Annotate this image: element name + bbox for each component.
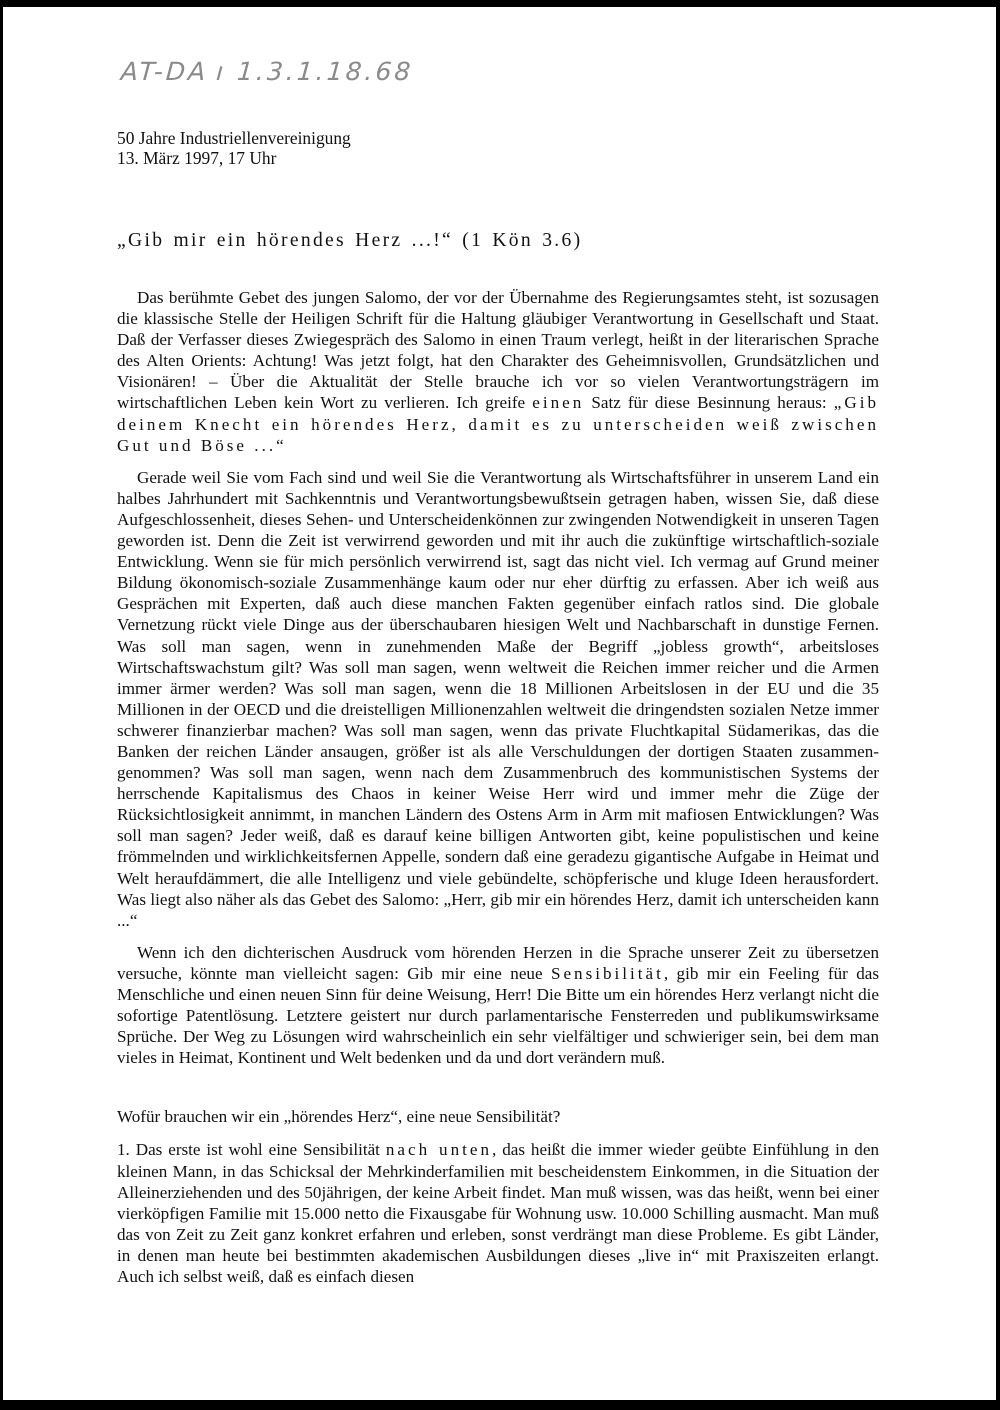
document-header [117, 128, 351, 168]
paragraph-1 [117, 287, 879, 456]
quoted-scripture: „Gib deinem Knecht ein hörendes Herz, damit es zu unterscheiden weiß zwischen Gut und Böse ...“ [117, 393, 879, 455]
paragraph-2: Gerade weil Sie vom Fach sind und weil Sie die Verantwortung als Wirtschaftsführer in unserem Land ein halbes Jahrhundert mit Sachkenntnis und Verantwortungsbewußtsein getragen haben, wissen Sie, daß diese Aufgeschlossenheit, dieses Sehen- und Unterscheidenkönnen zur zwingenden Notwendigkeit in unseren Tagen geworden ist. Denn die Zeit ist verwirrend geworden und mit ihr auch die zukünftige wirtschaftlich-soziale Entwicklung. Wenn sie für mich persönlich verwirrend ist, sagt das nicht viel. Ich vermag auf Grund meiner Bildung ökonomisch-soziale Zusammenhänge kaum oder nur eher dürftig zu erfassen. Aber ich weiß aus Gesprächen mit Experten, daß auch diese manchen Fakten gegenüber einfach ratlos sind. Die globale Vernetzung rückt viele Dinge aus der überschaubaren hiesigen Welt und Nachbarschaft in dunstige Fernen. Was soll man sagen, wenn in zunehmenden Maße der Begriff „jobless growth“, arbeitsloses Wirtschaftswachstum gilt? Was soll man sagen, wenn weltweit die Reichen immer reicher und die Armen immer ärmer werden? Was soll man sagen, wenn die 18 Millionen Arbeitslosen in der EU und die 35 Millionen in der OECD und die dreistelligen Millionenzahlen weltweit die dringendsten sozialen Netze immer schwerer finanzierbar machen? Was soll man sagen, wenn das private Fluchtkapital Südamerikas, das die Banken der reichen Länder ansaugen, größer ist als alle Verschuldungen der dortigen Staaten zusammen-genommen? Was soll man sagen, wenn nach dem Zusammenbruch des kommunistischen Systems der herrschende Kapitalismus des Chaos in keiner Weise Herr wird und immer mehr die Züge der Rücksichtlosigkeit annimmt, in manchen Ländern des Ostens Arm in Arm mit mafiosen Entwicklungen? Was soll man sagen? Jeder weiß, daß es darauf keine billigen Antworten gibt, keine populistischen und keine frömmelnden und wirklichkeitsfernen Appelle, sondern daß eine geradezu gigantische Aufgabe in Heimat und Welt heraufdämmert, die alle Intelligenz und viele gebündelte, schöpferische und kluge Ideen herausfordert. Was liegt also näher als das Gebet des Salomo: „Herr, gib mir ein hörendes Herz, damit ich unterscheiden kann ...“ [117, 467, 879, 930]
event-name: 50 Jahre Industriellenvereinigung [117, 128, 351, 148]
paragraph-text: Das berühmte Gebet des jungen Salomo, der vor der Übernahme des Regierungsamtes steht, ist sozusagen die klassische Stelle der Heiligen Schrift für die Haltung gläubiger Verantwortung in Gesellschaft und Staat. Daß der Verfasser dieses Zwiegespräch des Salomo in einen Traum verlegt, heißt in der literarischen Sprache des Alten Orients: Achtung! Was jetzt folgt, hat den Charakter des Geheimnisvollen, Grundsätzlichen und Visionären! – Über die Aktualität der Stelle brauche ich vor so vielen Verantwortungsträgern im wirtschaftlichen Leben kein Wort zu verlieren. Ich greife [117, 288, 879, 413]
paragraph-3 [117, 942, 879, 1069]
scanned-page [3, 7, 996, 1400]
document-body [117, 287, 879, 1298]
paragraph-text: , gib mir ein Feeling für das Menschliche und einen neuen Sinn für deine Weisung, Herr! Die Bitte um ein hörendes Herz verlangt nicht die sofortige Patentlösung. Letztere geistert nur durch parlamentarische Fensterreden und publikumswirksame Sprüche. Der Weg zu Lösungen wird wahrscheinlich ein sehr vielfältiger und schwieriger sein, bei dem man vieles in Heimat, Kontinent und Welt bedenken und da und dort verändern muß. [117, 963, 879, 1068]
paragraph-4 [117, 1139, 879, 1287]
document-title: „Gib mir ein hörendes Herz ...!“ (1 Kön 3.6) [117, 230, 583, 251]
event-date: 13. März 1997, 17 Uhr [117, 148, 277, 168]
emphasized-text: nach unten [385, 1140, 493, 1160]
section-heading: Wofür brauchen wir ein „hörendes Herz“, eine neue Sensibilität? [117, 1107, 561, 1127]
emphasized-text: Sensibilität [550, 963, 664, 983]
paragraph-text: 1. Das erste ist wohl eine Sensibilität [117, 1140, 386, 1160]
paragraph-text: Satz für diese Besinnung heraus: [584, 393, 834, 413]
emphasized-text: einen [532, 393, 585, 413]
archive-signature-note: AT-DA ı 1.3.1.18.68 [119, 57, 415, 86]
paragraph-text: , das heißt die immer wieder geübte Einfühlung in den kleinen Mann, in das Schicksal der Mehrkinderfamilien mit bescheidenstem Einkommen, in die Situation der Alleinerziehenden und des 50jährigen, der keine Arbeit findet. Man muß wissen, was das heißt, wenn bei einer vierköpfigen Familie mit 15.000 netto die Fixausgabe für Wohnung usw. 10.000 Schilling ausmacht. Man muß das von Zeit zu Zeit ganz konkret erfahren und erleben, sonst verdrängt man diese Probleme. Es gibt Länder, in denen man heute bei bestimmten akademischen Ausbildungen dieses „live in“ mit Praxiszeiten erlangt. Auch ich selbst weiß, daß es einfach diesen [117, 1140, 879, 1287]
paragraph-text: Wenn ich den dichterischen Ausdruck vom hörenden Herzen in die Sprache unserer Zeit zu übersetzen versuche, könnte man vielleicht sagen: Gib mir eine neue [117, 942, 879, 983]
